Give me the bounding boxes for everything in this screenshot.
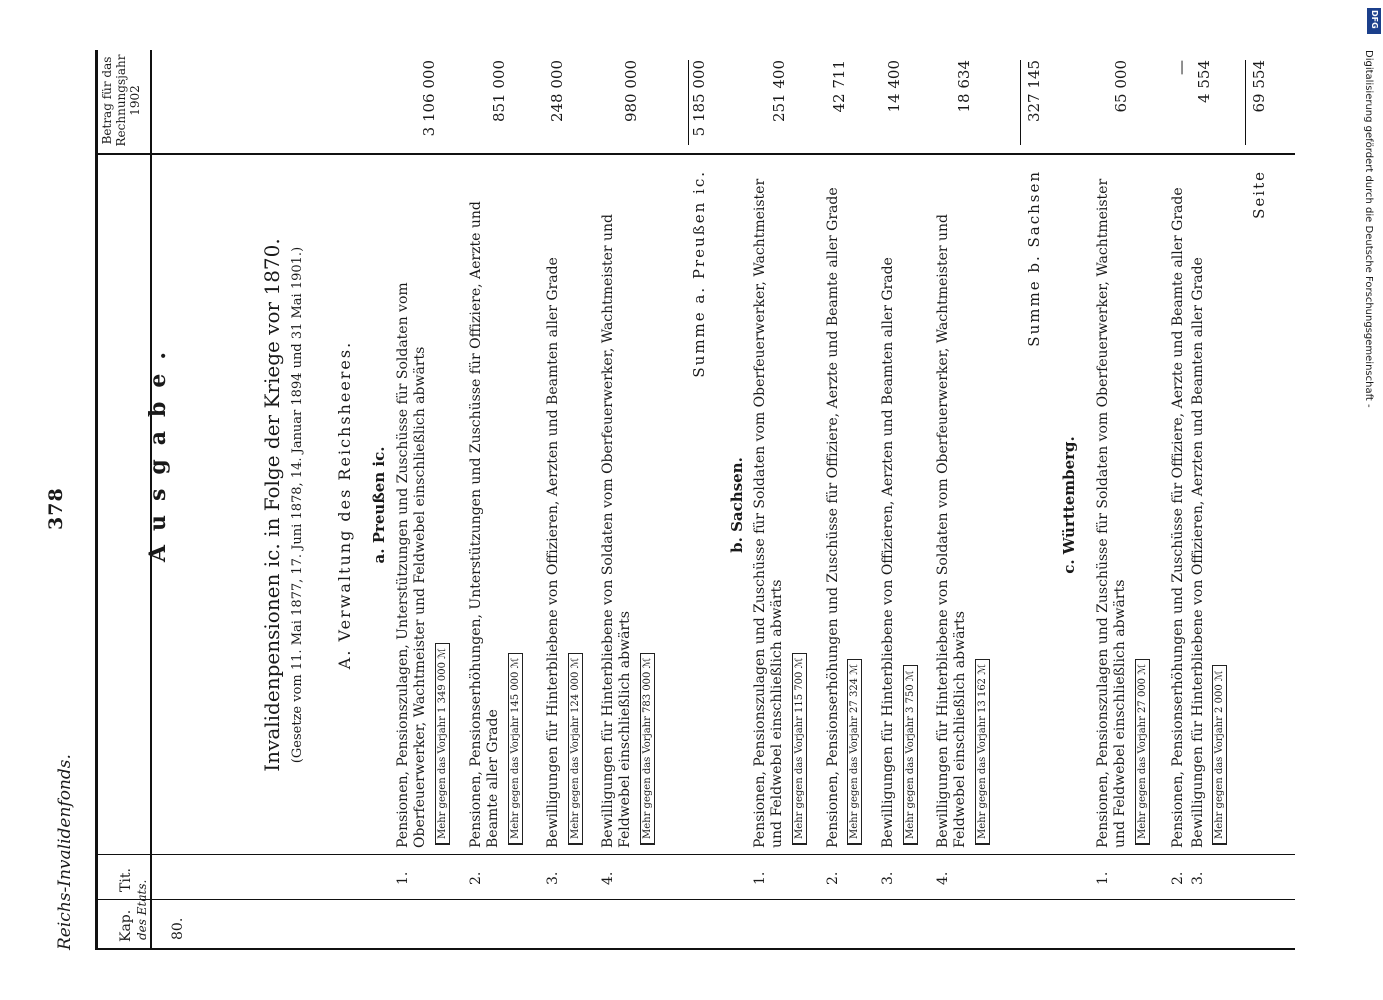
sum-label: Summe b. Sachsen: [1025, 170, 1043, 347]
sum-label: Seite: [1250, 170, 1268, 219]
table-top-rule: [95, 50, 98, 950]
mehr-note: Mehr gegen das Vorjahr 124 000 ℳ: [568, 653, 583, 845]
digitization-note: [1358, 20, 1380, 980]
item-text: Pensionen, Pensionszulagen und Zuschüsse für Soldaten vom Oberfeuerwerker, Wachtmeister und Feldwebel einschließlich abwärts: [752, 178, 785, 848]
item-amount: 18 634: [955, 60, 973, 113]
item-text: Bewilligungen für Hinterbliebene von Offizieren, Aerzten und Beamten aller Grade: [545, 257, 561, 848]
item-text: Pensionen, Pensionserhöhungen und Zuschüsse für Offiziere, Aerzte und Beamte aller Grade: [825, 187, 841, 848]
mehr-note: Mehr gegen das Vorjahr 27 000 ℳ: [1135, 659, 1150, 845]
tit-number: 1.: [395, 871, 411, 885]
mehr-note: Mehr gegen das Vorjahr 13 162 ℳ: [975, 659, 990, 845]
tit-number: 4.: [600, 871, 616, 885]
item-text: Bewilligungen für Hinterbliebene von Soldaten vom Oberfeuerwerker, Wachtmeister und Feldwebel einschließlich abwärts: [600, 213, 633, 848]
item-amount: 4 554: [1195, 60, 1213, 103]
sum-label: Summe a. Preußen ic.: [690, 170, 708, 378]
item-amount: 248 000: [548, 60, 566, 123]
table-left-rule: [95, 948, 1295, 950]
mehr-note: Mehr gegen das Vorjahr 3 750 ℳ: [903, 665, 918, 845]
kap-number: 80.: [170, 917, 186, 940]
mehr-note: Mehr gegen das Vorjahr 27 324 ℳ: [847, 659, 862, 845]
ausgabe-heading: Ausgabe.: [145, 337, 171, 563]
item-text: Pensionen, Pensionszulagen und Zuschüsse für Soldaten vom Oberfeuerwerker, Wachtmeister und Feldwebel einschließlich abwärts: [1095, 178, 1128, 848]
amount-col-rule: [95, 153, 1295, 155]
tit-number: 1.: [1095, 871, 1111, 885]
item-amount: 851 000: [490, 60, 508, 123]
item-amount: 65 000: [1112, 60, 1130, 113]
item-amount: 42 711: [830, 60, 848, 113]
item-text: Pensionen, Pensionserhöhungen, Unterstützungen und Zuschüsse für Offiziere, Aerzte und Beamte aller Grade: [468, 201, 501, 848]
group-a-heading: a. Preußen ic.: [370, 446, 388, 564]
kap-col-rule: [95, 899, 1295, 900]
mehr-note: Mehr gegen das Vorjahr 783 000 ℳ: [640, 653, 655, 845]
tit-number: 1.: [752, 871, 768, 885]
tit-number: 2.: [825, 871, 841, 885]
item-amount: 251 400: [770, 60, 788, 123]
tit-number: 3.: [880, 871, 896, 885]
tit-number: 4.: [935, 871, 951, 885]
mehr-note: Mehr gegen das Vorjahr 115 700 ℳ: [792, 653, 807, 845]
sum-amount: 5 185 000: [690, 60, 708, 137]
col-betrag: Betrag für das Rechnungsjahr 1902: [100, 54, 142, 147]
col-kap: Kap.: [118, 909, 134, 942]
tit-col-rule: [95, 854, 1295, 855]
item-amount: —: [1172, 60, 1190, 75]
item-text: Bewilligungen für Hinterbliebene von Offizieren, Aerzten und Beamten aller Grade: [1190, 257, 1206, 848]
tit-number: 3.: [1190, 871, 1206, 885]
item-text: Bewilligungen für Hinterbliebene von Soldaten vom Oberfeuerwerker, Wachtmeister und Feldwebel einschließlich abwärts: [935, 213, 968, 848]
item-amount: 980 000: [622, 60, 640, 123]
col-des-etats: des Etats.: [135, 879, 149, 940]
page-number: 378: [45, 487, 67, 530]
item-text: Bewilligungen für Hinterbliebene von Offizieren, Aerzten und Beamten aller Grade: [880, 257, 896, 848]
item-amount: 3 106 000: [420, 60, 438, 137]
col-tit: Tit.: [118, 868, 134, 892]
tit-number: 2.: [1170, 871, 1186, 885]
tit-number: 3.: [545, 871, 561, 885]
group-c-heading: c. Württemberg.: [1060, 436, 1078, 574]
section-title: Invalidenpensionen ic. in Folge der Kriege vor 1870.: [260, 238, 284, 772]
item-text: Pensionen, Pensionserhöhungen und Zuschüsse für Offiziere, Aerzte und Beamte aller Grade: [1170, 187, 1186, 848]
tit-number: 2.: [468, 871, 484, 885]
sum-amount: 69 554: [1250, 60, 1268, 113]
running-title: Reichs-Invalidenfonds.: [55, 754, 75, 950]
mehr-note: Mehr gegen das Vorjahr 1 349 000 ℳ: [435, 643, 450, 845]
dfg-logo-text: DFG: [1370, 10, 1379, 29]
group-b-heading: b. Sachsen.: [728, 457, 746, 553]
sum-rule: [1245, 60, 1246, 145]
section-subtitle: (Gesetze vom 11. Mai 1877, 17. Juni 1878, 14. Januar 1894 und 31 Mai 1901.): [290, 246, 305, 764]
sum-rule: [1020, 60, 1021, 145]
item-text: Pensionen, Pensionszulagen, Unterstützungen und Zuschüsse für Soldaten vom Oberfeuerwerker, Wachtmeister und Feldwebel einschließlich abwärts: [395, 282, 428, 848]
sum-amount: 327 145: [1025, 60, 1043, 123]
digitization-note-text: Digitalisierung gefördert durch die Deutsche Forschungsgemeinschaft -: [1363, 50, 1374, 408]
item-amount: 14 400: [885, 60, 903, 113]
sum-rule: [688, 60, 689, 145]
section-a-heading: A. Verwaltung des Reichsheeres.: [335, 340, 354, 670]
mehr-note: Mehr gegen das Vorjahr 2 000 ℳ: [1212, 665, 1227, 845]
mehr-note: Mehr gegen das Vorjahr 145 000 ℳ: [508, 653, 523, 845]
